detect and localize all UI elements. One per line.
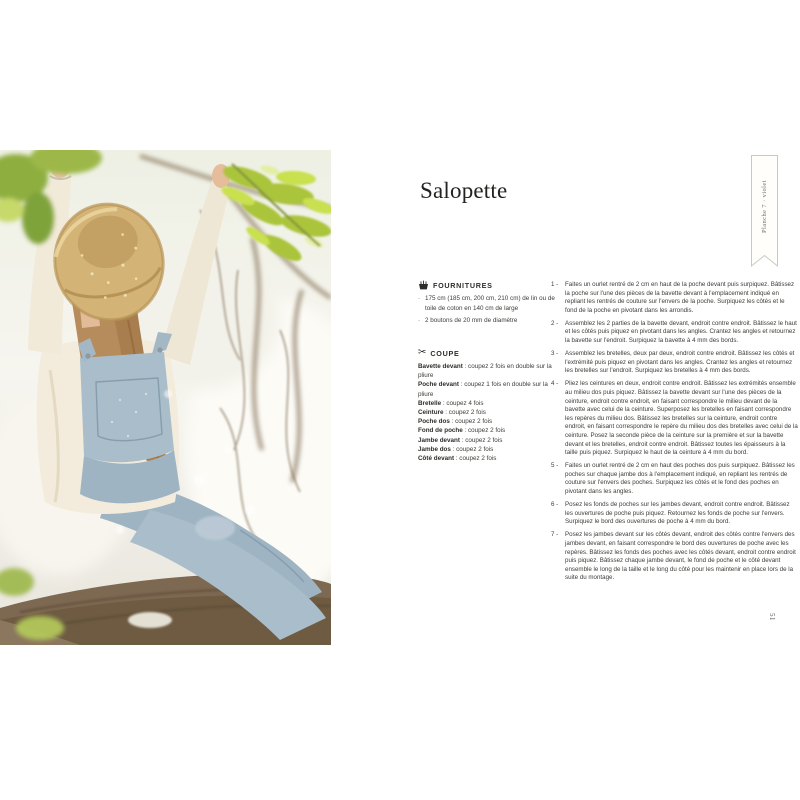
- step-number: 3 -: [551, 350, 559, 358]
- fournitures-section: [418, 280, 560, 328]
- step-text: Assemblez les 2 parties de la bavette devant, endroit contre endroit. Bâtissez le haut et les côtés puis piquez en pivotant dans les angles. Crantez les angles et retournez la bavette sur l'endroit. Surpiquez la bavette à 4 mm des bords.: [565, 319, 797, 345]
- instructions-column: [551, 281, 798, 588]
- separator: :: [454, 455, 460, 463]
- instruction-step: [551, 501, 798, 527]
- separator: :: [460, 436, 466, 444]
- step-number: 4 -: [551, 380, 559, 388]
- cut-instruction: coupez 2 fois: [455, 418, 493, 426]
- coupe-item: [418, 399, 560, 408]
- instruction-step: [551, 281, 798, 315]
- fournitures-header: [418, 280, 560, 290]
- step-number: 2 -: [551, 319, 559, 327]
- cut-instruction: coupez 2 fois: [465, 436, 503, 444]
- fournitures-item: [418, 294, 560, 314]
- piece-name: Ceinture: [418, 409, 444, 417]
- piece-name: Jambe dos: [418, 445, 451, 453]
- separator: :: [458, 381, 465, 389]
- coupe-item: [418, 454, 560, 463]
- step-number: 7 -: [551, 531, 559, 539]
- coupe-item: [418, 380, 560, 398]
- separator: :: [462, 427, 469, 435]
- cut-instruction: coupez 2 fois en double sur la pliure: [418, 363, 552, 380]
- bullet-marker: ·: [418, 295, 421, 302]
- page-title: Salopette: [420, 178, 508, 203]
- fournitures-list: [418, 294, 560, 326]
- photo-illustration: [0, 150, 331, 645]
- separator: :: [449, 418, 456, 426]
- bullet-marker: ·: [418, 317, 421, 324]
- cut-instruction: coupez 2 fois: [448, 409, 486, 417]
- piece-name: Poche devant: [418, 381, 459, 389]
- step-text: Faites un ourlet rentré de 2 cm en haut de la poche devant puis surpiquez. Bâtissez la poche sur l'une des pièces de la bavette devant à l'emplacement indiqué en repliant les rentrés de couture sur l'envers de la poche. Surpiquez les côtés et le fond de la poche en pivotant dans les arrondis.: [565, 281, 795, 314]
- cut-instruction: coupez 1 fois en double sur la pliure: [418, 381, 548, 398]
- fournitures-heading: FOURNITURES: [433, 280, 493, 290]
- piece-name: Poche dos: [418, 418, 450, 426]
- cut-instruction: coupez 2 fois: [456, 445, 494, 453]
- piece-name: Fond de poche: [418, 427, 463, 435]
- piece-name: Bretelle: [418, 399, 442, 407]
- cut-instruction: coupez 4 fois: [446, 399, 484, 407]
- cut-instruction: coupez 2 fois: [459, 455, 497, 463]
- scissors-icon: ✂: [418, 347, 427, 358]
- fournitures-item-text: 175 cm (185 cm, 200 cm, 210 cm) de lin ou de toile de coton en 140 cm de large: [425, 295, 555, 312]
- piece-name: Bavette devant: [418, 363, 463, 370]
- separator: :: [443, 409, 449, 417]
- step-text: Posez les jambes devant sur les côtés devant, endroit des côtés contre l'envers des jambes devant, en faisant correspondre le bord des ouvertures de poche avec les repères. Bâtissez les fonds des poches avec les côtés devant, endroit contre endroit puis piquez. Bâtissez chaque jambe devant, le fond de poche et le côté devant ensemble le long de la taille et le long du côté pour les maintenir en place lors de la suite du montage.: [565, 531, 796, 582]
- coupe-item: [418, 408, 560, 417]
- separator: :: [441, 399, 447, 407]
- piece-name: Jambe devant: [418, 436, 460, 444]
- instruction-step: [551, 350, 798, 376]
- plate-ribbon: [751, 155, 778, 267]
- coupe-item: [418, 426, 560, 435]
- coupe-heading: COUPE: [430, 348, 460, 358]
- instruction-step: [551, 462, 798, 496]
- instruction-step: [551, 531, 798, 583]
- separator: :: [462, 363, 469, 370]
- piece-name: Côté devant: [418, 455, 455, 463]
- instruction-step: [551, 380, 798, 457]
- step-number: 5 -: [551, 462, 559, 470]
- separator: :: [450, 445, 457, 453]
- fournitures-item: [418, 316, 560, 326]
- instruction-step: [551, 320, 798, 346]
- step-text: Assemblez les bretelles, deux par deux, endroit contre endroit. Bâtissez les côtés et l'extrémité puis piquez en pivotant dans les angles. Crantez les angles et retournez les bretelles sur l'endroit. Surpiquez les bretelles à 4 mm des bords.: [565, 350, 795, 375]
- coupe-list: [418, 362, 560, 463]
- page-number: 51: [768, 613, 776, 621]
- coupe-item: [418, 417, 560, 426]
- coupe-item: [418, 362, 560, 380]
- plate-ribbon-label: Planche 7 · violet: [761, 180, 768, 234]
- cut-instruction: coupez 2 fois: [468, 427, 506, 435]
- sewing-basket-icon: [418, 280, 429, 290]
- step-text: Faites un ourlet rentré de 2 cm en haut des poches dos puis surpiquez. Bâtissez les poches sur chaque jambe dos à l'emplacement indiqué, en repliant les rentrés de couture sur l'envers des poches. Surpiquez les côtés et le fond des poches en pivotant dans les angles.: [565, 462, 795, 496]
- coupe-header: [418, 348, 560, 358]
- step-number: 6 -: [551, 501, 559, 509]
- photo-girl-in-tree: [0, 150, 331, 645]
- coupe-section: [418, 348, 560, 463]
- coupe-item: [418, 445, 560, 454]
- fournitures-item-text: 2 boutons de 20 mm de diamètre: [425, 317, 518, 324]
- coupe-item: [418, 436, 560, 445]
- step-number: 1 -: [551, 281, 559, 288]
- step-text: Pliez les ceintures en deux, endroit contre endroit. Bâtissez les extrémités ensemble au milieu dos puis piquez. Bâtissez la bavette devant sur l'une des pièces de la ceinture, endroit contre endroit, en faisant correspondre le milieu devant de la bavette avec celui de la ceinture. Superposez les bretelles en faisant correspondre les repères du milieu dos. Bâtissez les bretelles sur la ceinture, endroit contre endroit, en faisant correspondre le repère du milieu dos des bretelles avec celui de la ceinture. Posez la seconde pièce de la ceinture sur la première et sur la bavette devant et les bretelles, endroit contre endroit. Bâtissez toutes les épaisseurs à la taille puis piquez. Surpiquez le haut de la ceinture à 4 mm du bord.: [565, 380, 798, 457]
- step-text: Posez les fonds de poches sur les jambes devant, endroit contre endroit. Bâtissez les ouvertures de poche puis piquez. Retournez les fonds de poche sur l'envers. Surpiquez le bord des ouvertures de poche à 4 mm du bord.: [565, 501, 790, 526]
